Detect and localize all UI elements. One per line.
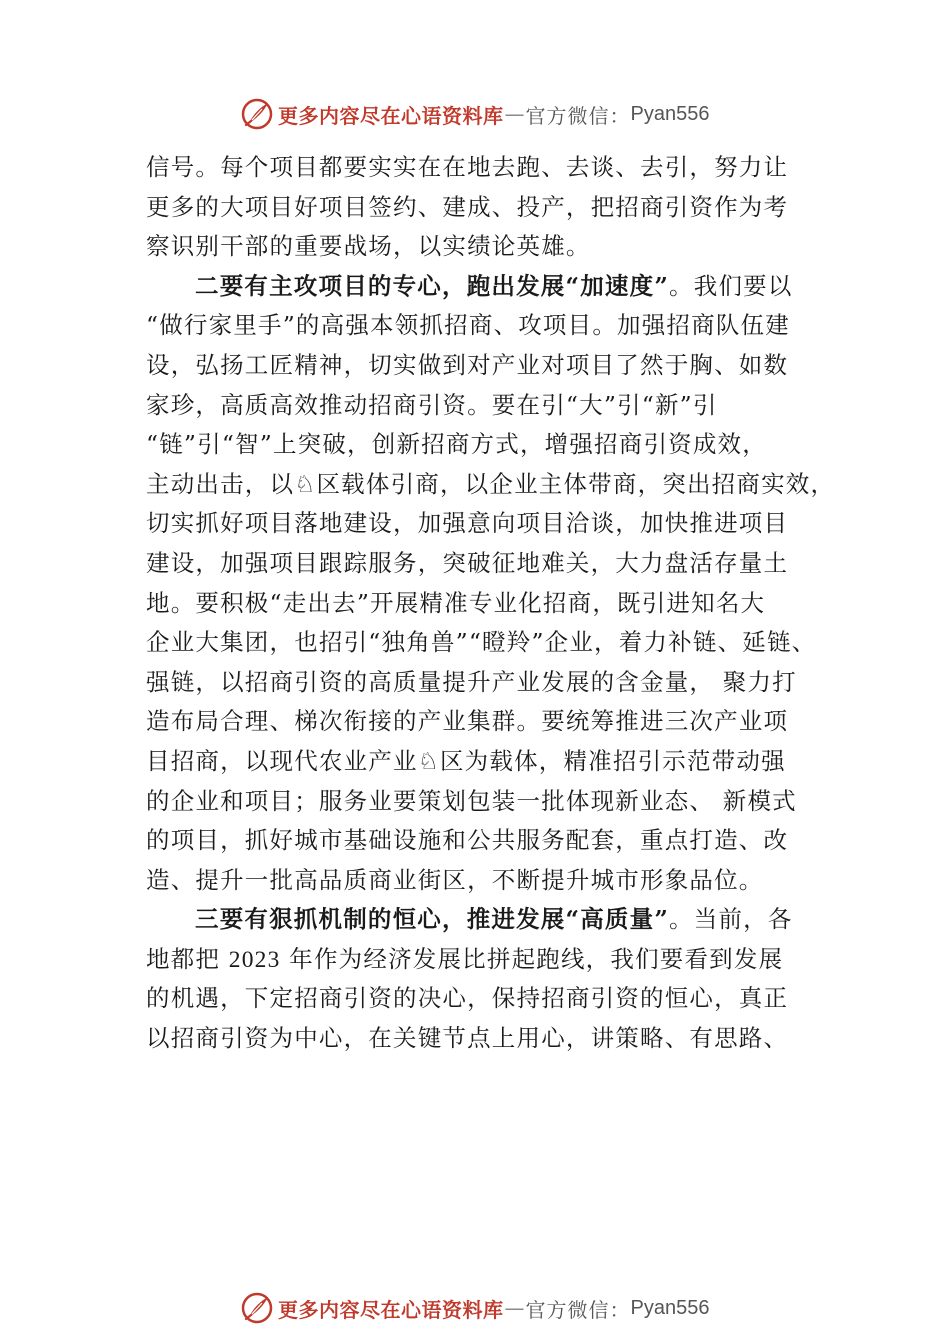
- paragraph-3-first-line: [146, 900, 836, 940]
- brand-separator: —: [504, 102, 525, 126]
- text-line: 造、提升一批高品质商业街区，不断提升城市形象品位。: [146, 865, 764, 894]
- year-number: 2023: [228, 946, 281, 973]
- document-body: [146, 148, 836, 1059]
- footer-watermark-banner: [240, 1290, 760, 1326]
- brand-name: 更多内容尽在心语资料库: [278, 103, 504, 128]
- paragraph-3-line-2: [146, 940, 836, 980]
- text-line: 造布局合理、梯次衔接的产业集群。要统筹推进三次产业项: [146, 707, 789, 736]
- brand-separator: —: [504, 1296, 525, 1320]
- text-line: 强链，以招商引资的高质量提升产业发展的含金量， 聚力打: [146, 667, 797, 696]
- text-line: 以招商引资为中心，在关键节点上用心，讲策略、有思路、: [146, 1024, 789, 1053]
- text-line: 设，弘扬工匠精神，切实做到对产业对项目了然于胸、如数: [146, 350, 789, 379]
- text-line: 企业大集团，也招引“独角兽”“瞪羚”企业，着力补链、延链、: [146, 628, 817, 657]
- text-line: “做行家里手”的高强本领抓招商、攻项目。加强招商队伍建: [146, 311, 790, 340]
- text-line: 家珍，高质高效推动招商引资。要在引“大”引“新”引: [146, 390, 718, 419]
- text-line: 地。要积极“走出去”开展精准专业化招商，既引进知名大: [146, 588, 766, 617]
- brand-name: 更多内容尽在心语资料库: [278, 1297, 504, 1322]
- header-watermark-banner: [240, 96, 760, 132]
- text-line: 更多的大项目好项目签约、建成、投产，把招商引资作为考: [146, 192, 789, 221]
- wechat-id: Pyan556: [630, 1296, 710, 1319]
- wechat-label: 官方微信：: [525, 1297, 631, 1322]
- pen-feather-logo-icon: [240, 97, 274, 131]
- pen-feather-logo-icon: [240, 1291, 274, 1325]
- text-line: 建设，加强项目跟踪服务，突破征地难关，大力盘活存量土: [146, 548, 789, 577]
- text-run: 年作为经济发展比拼起跑线，我们要看到发展: [280, 944, 784, 973]
- paragraph-2-first-line: [146, 267, 836, 307]
- text-line: 察识别干部的重要战场，以实绩论英雄。: [146, 232, 591, 261]
- paragraph-3-heading: 三要有狠抓机制的恒心，推进发展“高质量”: [195, 905, 670, 934]
- wechat-label: 官方微信：: [525, 103, 631, 128]
- text-line: 切实抓好项目落地建设，加强意向项目洽谈，加快推进项目: [146, 509, 789, 538]
- text-line: 目招商，以现代农业产业♘区为载体，精准招引示范带动强: [146, 746, 786, 775]
- text-run: 。我们要以: [669, 271, 793, 300]
- text-line: “链”引“智”上突破，创新招商方式，增强招商引资成效，: [146, 430, 767, 459]
- text-line: 主动出击，以♘区载体引商，以企业主体带商，突出招商实效，: [146, 469, 836, 498]
- wechat-id: Pyan556: [630, 102, 710, 125]
- text-run: 。当前，各: [669, 905, 793, 934]
- text-line: 信号。每个项目都要实实在在地去跑、去谈、去引，努力让: [146, 153, 789, 181]
- paragraph-2-heading: 二要有主攻项目的专心，跑出发展“加速度”: [195, 271, 670, 300]
- text-line: 的机遇，下定招商引资的决心，保持招商引资的恒心，真正: [146, 984, 789, 1013]
- text-line: 的项目，抓好城市基础设施和公共服务配套，重点打造、改: [146, 826, 789, 855]
- text-line: 的企业和项目；服务业要策划包装一批体现新业态、 新模式: [146, 786, 797, 815]
- text-run: 地都把: [146, 944, 229, 973]
